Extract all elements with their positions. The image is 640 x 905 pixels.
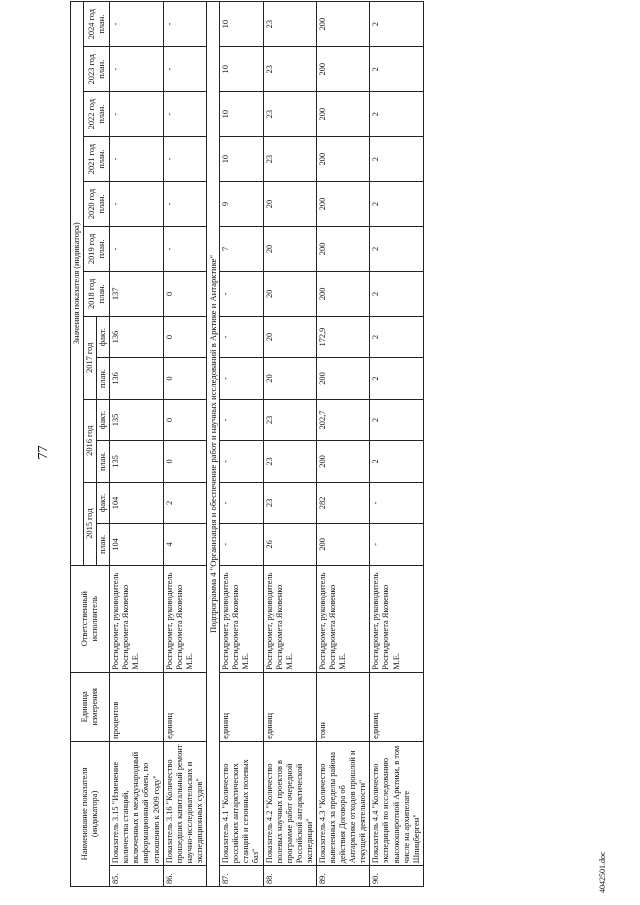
header-fact: факт. xyxy=(97,482,110,523)
value-cell: - xyxy=(110,47,163,92)
table-row xyxy=(316,2,369,887)
value-cell: - xyxy=(163,137,206,182)
header-unit: Единица измерения xyxy=(71,672,110,741)
value-cell: 23 xyxy=(263,92,316,137)
value-cell: 23 xyxy=(263,137,316,182)
value-cell: - xyxy=(220,271,263,316)
value-cell: 23 xyxy=(263,2,316,47)
value-cell: 282 xyxy=(316,482,369,523)
header-name: Наименование показателя (индикатора) xyxy=(71,741,110,886)
table-row xyxy=(263,2,316,887)
header-plan: план. xyxy=(97,441,110,482)
value-cell: - xyxy=(220,358,263,399)
value-cell: 20 xyxy=(263,316,316,357)
value-cell: - xyxy=(220,524,263,565)
unit-cell: единиц xyxy=(263,672,316,741)
value-cell: - xyxy=(110,92,163,137)
value-cell: 0 xyxy=(163,358,206,399)
value-cell: 2 xyxy=(370,2,423,47)
header-2019: 2019 год план. xyxy=(84,226,110,271)
indicator-table xyxy=(70,1,424,887)
value-cell: - xyxy=(220,399,263,440)
subprogram-row-group xyxy=(206,2,219,887)
value-cell: 4 xyxy=(163,524,206,565)
value-cell: 2 xyxy=(370,92,423,137)
value-cell: 0 xyxy=(163,399,206,440)
value-cell: 136 xyxy=(110,316,163,357)
table-row xyxy=(220,2,263,887)
table-row xyxy=(163,2,206,887)
value-cell: 200 xyxy=(316,358,369,399)
value-cell: 137 xyxy=(110,271,163,316)
value-cell: 2 xyxy=(370,441,423,482)
value-cell: - xyxy=(163,2,206,47)
responsible-cell: Росгидромет, руководитель Росгидромета Яковенко М.Е. xyxy=(110,565,163,672)
header-plan: план. xyxy=(97,524,110,565)
header-2015: 2015 год xyxy=(84,482,97,565)
value-cell: 200 xyxy=(316,2,369,47)
indicator-name: Показатель 4.4 "Количество экспедиций по исследованию высокоширотной Арктики, в том числе на архипелаге Шпицберген" xyxy=(370,741,423,865)
header-2020: 2020 год план. xyxy=(84,182,110,227)
value-cell: - xyxy=(163,226,206,271)
responsible-cell: Росгидромет, руководитель Росгидромета Яковенко М.Е. xyxy=(220,565,263,672)
header-fact: факт. xyxy=(97,316,110,357)
value-cell: - xyxy=(110,137,163,182)
unit-cell: единиц xyxy=(370,672,423,741)
value-cell: 23 xyxy=(263,482,316,523)
indicator-name: Показатель 3.16 "Количество прошедших капитальный ремонт научно-исследовательских и экспедиционных судов" xyxy=(163,741,206,865)
value-cell: 135 xyxy=(110,399,163,440)
value-cell: 0 xyxy=(163,441,206,482)
value-cell: 200 xyxy=(316,92,369,137)
value-cell: 23 xyxy=(263,441,316,482)
value-cell: - xyxy=(163,47,206,92)
value-cell: - xyxy=(220,482,263,523)
value-cell: 2 xyxy=(370,47,423,92)
indicator-name: Показатель 4.3 "Количество вывезенных за пределы района действия Договора об Антарктике отходов прошлой и текущей деятельности" xyxy=(316,741,369,865)
value-cell: - xyxy=(163,182,206,227)
value-cell: 200 xyxy=(316,47,369,92)
value-cell: - xyxy=(370,482,423,523)
value-cell: - xyxy=(163,92,206,137)
value-cell: 2 xyxy=(370,399,423,440)
responsible-cell: Росгидромет, руководитель Росгидромета Яковенко М.Е. xyxy=(370,565,423,672)
value-cell: 2 xyxy=(370,182,423,227)
value-cell: 10 xyxy=(220,137,263,182)
value-cell: - xyxy=(110,226,163,271)
value-cell: 7 xyxy=(220,226,263,271)
value-cell: 10 xyxy=(220,92,263,137)
value-cell: - xyxy=(110,182,163,227)
unit-cell: тонн xyxy=(316,672,369,741)
row-number: 88. xyxy=(263,866,316,887)
header-2016: 2016 год xyxy=(84,399,97,482)
header-2018: 2018 год план. xyxy=(84,271,110,316)
header-fact: факт. xyxy=(97,399,110,440)
value-cell: 200 xyxy=(316,524,369,565)
value-cell: 20 xyxy=(263,182,316,227)
doc-footer: 4042501.doc xyxy=(598,851,607,893)
value-cell: 9 xyxy=(220,182,263,227)
value-cell: 20 xyxy=(263,271,316,316)
header-plan: план. xyxy=(97,358,110,399)
value-cell: 2 xyxy=(370,137,423,182)
value-cell: 20 xyxy=(263,226,316,271)
value-cell: 0 xyxy=(163,316,206,357)
table-body-a xyxy=(110,2,207,887)
header-2022: 2022 год план. xyxy=(84,92,110,137)
value-cell: 200 xyxy=(316,441,369,482)
subprogram-title: Подпрограмма 4 "Организация и обеспечение работ и научных исследований в Арктике и Антарктике" xyxy=(206,2,219,887)
value-cell: 2 xyxy=(370,358,423,399)
value-cell: 2 xyxy=(163,482,206,523)
responsible-cell: Росгидромет, руководитель Росгидромета Яковенко М.Е. xyxy=(316,565,369,672)
value-cell: - xyxy=(220,316,263,357)
value-cell: 200 xyxy=(316,137,369,182)
row-number: 86. xyxy=(163,866,206,887)
value-cell: 2 xyxy=(370,316,423,357)
value-cell: 23 xyxy=(263,399,316,440)
row-number: 90. xyxy=(370,866,423,887)
page-number: 77 xyxy=(36,445,51,460)
unit-cell: единиц xyxy=(163,672,206,741)
value-cell: 2 xyxy=(370,226,423,271)
header-responsible: Ответственный исполнитель xyxy=(71,565,110,672)
value-cell: 200 xyxy=(316,182,369,227)
header-values-group: Значения показателя (индикатора) xyxy=(71,2,84,566)
indicator-name: Показатель 4.2 "Количество полевых научных проектов в программе работ очередной Российской антарктической экспедиции" xyxy=(263,741,316,865)
value-cell: - xyxy=(220,441,263,482)
value-cell: 26 xyxy=(263,524,316,565)
unit-cell: единиц xyxy=(220,672,263,741)
header-2024: 2024 год план. xyxy=(84,2,110,47)
value-cell: 104 xyxy=(110,482,163,523)
header-2021: 2021 год план. xyxy=(84,137,110,182)
value-cell: 23 xyxy=(263,47,316,92)
value-cell: - xyxy=(370,524,423,565)
row-number: 85. xyxy=(110,866,163,887)
value-cell: 172,9 xyxy=(316,316,369,357)
value-cell: 104 xyxy=(110,524,163,565)
value-cell: - xyxy=(110,2,163,47)
row-number: 89. xyxy=(316,866,369,887)
value-cell: 136 xyxy=(110,358,163,399)
indicator-name: Показатель 3.15 "Изменение количества станций, включенных в международный информационный обмен, по отношению к 2009 году" xyxy=(110,741,163,865)
value-cell: 20 xyxy=(263,358,316,399)
unit-cell: процентов xyxy=(110,672,163,741)
header-2017: 2017 год xyxy=(84,316,97,399)
table-body-b xyxy=(220,2,423,887)
value-cell: 2 xyxy=(370,271,423,316)
value-cell: 200 xyxy=(316,271,369,316)
value-cell: 202,7 xyxy=(316,399,369,440)
header-2023: 2023 год план. xyxy=(84,47,110,92)
responsible-cell: Росгидромет, руководитель Росгидромета Яковенко М.Е. xyxy=(263,565,316,672)
value-cell: 10 xyxy=(220,47,263,92)
responsible-cell: Росгидромет, руководитель Росгидромета Яковенко М.Е. xyxy=(163,565,206,672)
value-cell: 10 xyxy=(220,2,263,47)
value-cell: 0 xyxy=(163,271,206,316)
table-row xyxy=(370,2,423,887)
table-row xyxy=(110,2,163,887)
row-number: 87. xyxy=(220,866,263,887)
value-cell: 200 xyxy=(316,226,369,271)
value-cell: 135 xyxy=(110,441,163,482)
indicator-name: Показатель 4.1 "Количество российских антарктических станций и сезонных полевых баз" xyxy=(220,741,263,865)
